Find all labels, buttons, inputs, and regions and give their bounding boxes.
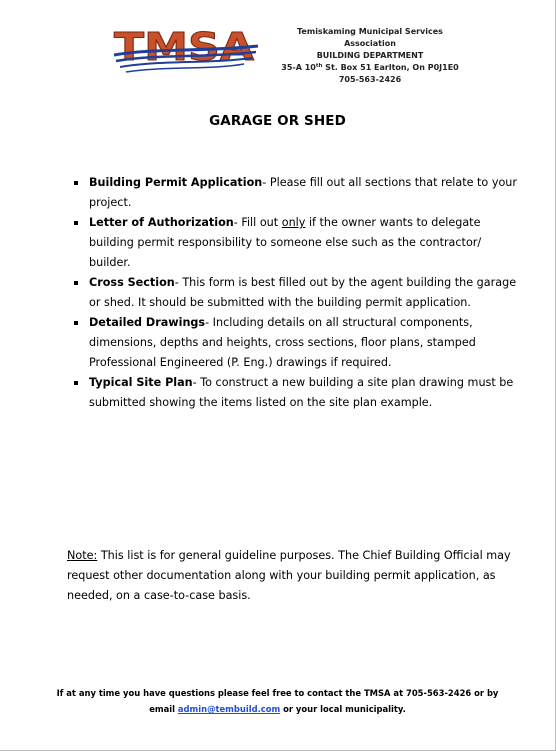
address-sup: th: [315, 63, 323, 69]
item-emphasis: only: [281, 216, 306, 229]
list-item: [72, 173, 524, 213]
address-prefix: 35-A 10: [281, 63, 316, 72]
org-name: Temiskaming Municipal Services Association: [297, 27, 443, 48]
bullet-icon: [74, 381, 78, 385]
footer-email-suffix: or your local municipality.: [280, 704, 406, 714]
address-suffix: St. Box 51 Earlton, On P0J1E0: [322, 63, 459, 72]
note-label: Note:: [67, 549, 98, 562]
phone-number: 705-563-2426: [338, 75, 402, 84]
list-item: [72, 273, 524, 313]
list-item: [72, 373, 524, 413]
footer-line-1: If at any time you have questions please feel free to contact the TMSA at 705-563-2426 or by: [56, 688, 499, 698]
list-item: [72, 213, 524, 273]
item-text: - Including details on all structural components, dimensions, depths and heights, cross sections, floor plans, stamped Professional Engineered (P. Eng.) drawings if required.: [89, 316, 476, 369]
item-text: - This form is best filled out by the agent building the garage or shed. It should be submitted with the building permit application.: [89, 276, 517, 309]
letterhead-info: [270, 26, 470, 86]
note-text: This list is for general guideline purposes. The Chief Building Official may request other documentation along with your building permit application, as needed, on a case-to-case basis.: [67, 549, 511, 602]
tmsa-logo: [112, 22, 260, 76]
address: [270, 62, 470, 74]
bullet-icon: [74, 281, 78, 285]
item-text-rest: if the owner wants to delegate building permit responsibility to someone else such as the contractor/ builder.: [89, 216, 482, 269]
item-term: Typical Site Plan: [89, 376, 193, 389]
item-term: Letter of Authorization: [89, 216, 234, 229]
bullet-icon: [74, 181, 78, 185]
document-title: GARAGE OR SHED: [209, 113, 346, 129]
requirements-list: [72, 173, 524, 413]
item-text: - Fill out: [233, 216, 282, 229]
item-term: Cross Section: [89, 276, 175, 289]
footer-line-2: [40, 701, 515, 717]
bullet-icon: [74, 321, 78, 325]
item-term: Building Permit Application: [89, 176, 263, 189]
svg-text:TMSA: TMSA: [114, 25, 255, 69]
item-text: - To construct a new building a site plan drawing must be submitted showing the items listed on the site plan example.: [89, 376, 514, 409]
item-text: - Please fill out all sections that relate to your project.: [89, 176, 517, 209]
department-name: BUILDING DEPARTMENT: [316, 51, 424, 60]
list-item: [72, 313, 524, 373]
footer-email-prefix: email: [149, 704, 178, 714]
note-paragraph: [67, 546, 523, 606]
footer-contact: [40, 685, 515, 717]
email-link[interactable]: admin@tembuild.com: [177, 704, 281, 714]
item-term: Detailed Drawings: [89, 316, 206, 329]
bullet-icon: [74, 221, 78, 225]
